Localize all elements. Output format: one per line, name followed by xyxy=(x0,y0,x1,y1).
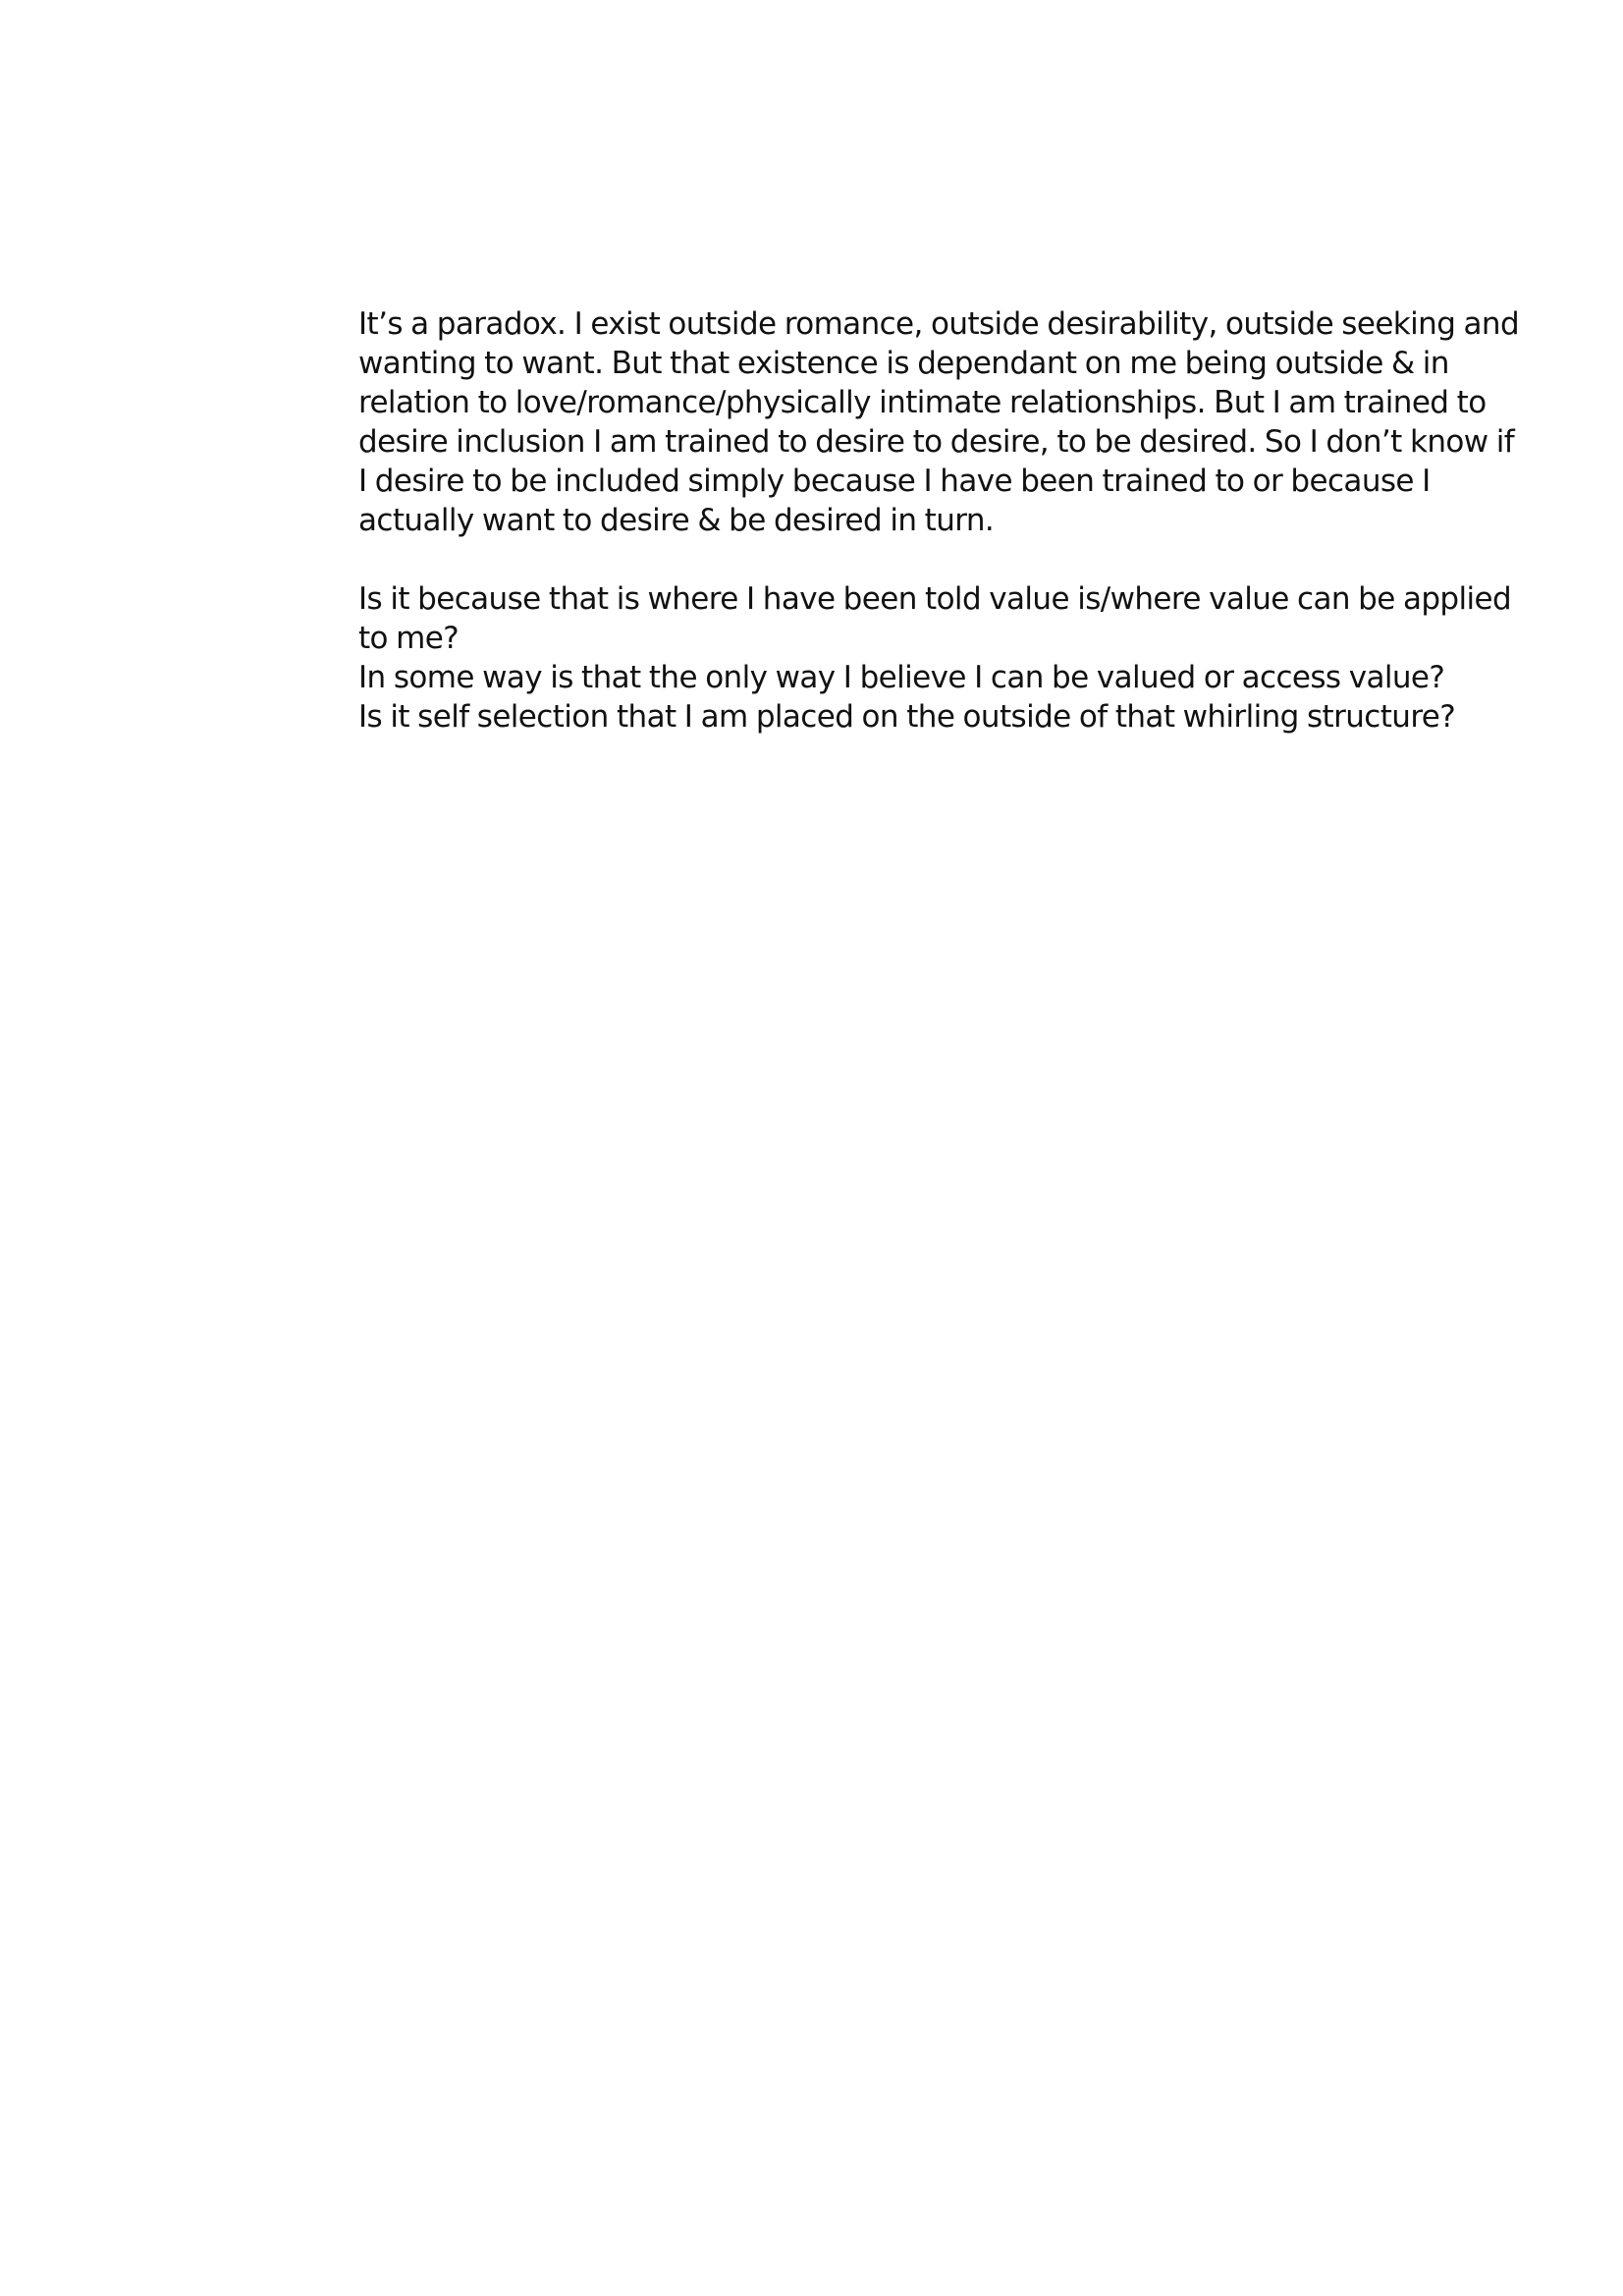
text-line: Is it because that is where I have been told value is/where value can be applied xyxy=(358,581,1512,617)
paragraph-1 xyxy=(358,304,1520,540)
paragraph-2 xyxy=(358,579,1512,737)
text-line: I desire to be included simply because I have been trained to or because I xyxy=(358,464,1431,499)
paragraph-spacer xyxy=(358,540,1458,579)
text-line: relation to love/romance/physically intimate relationships. But I am trained to xyxy=(358,385,1487,420)
text-line: wanting to want. But that existence is dependant on me being outside & in xyxy=(358,346,1449,381)
text-line: It’s a paradox. I exist outside romance, outside desirability, outside seeking and xyxy=(358,306,1520,342)
text-line: In some way is that the only way I believe I can be valued or access value? xyxy=(358,660,1445,695)
text-line: to me? xyxy=(358,621,460,656)
text-line: desire inclusion I am trained to desire to desire, to be desired. So I don’t know if xyxy=(358,424,1515,460)
text-line: Is it self selection that I am placed on the outside of that whirling structure? xyxy=(358,699,1456,735)
body-text xyxy=(358,304,1520,737)
text-line: actually want to desire & be desired in turn. xyxy=(358,503,995,538)
